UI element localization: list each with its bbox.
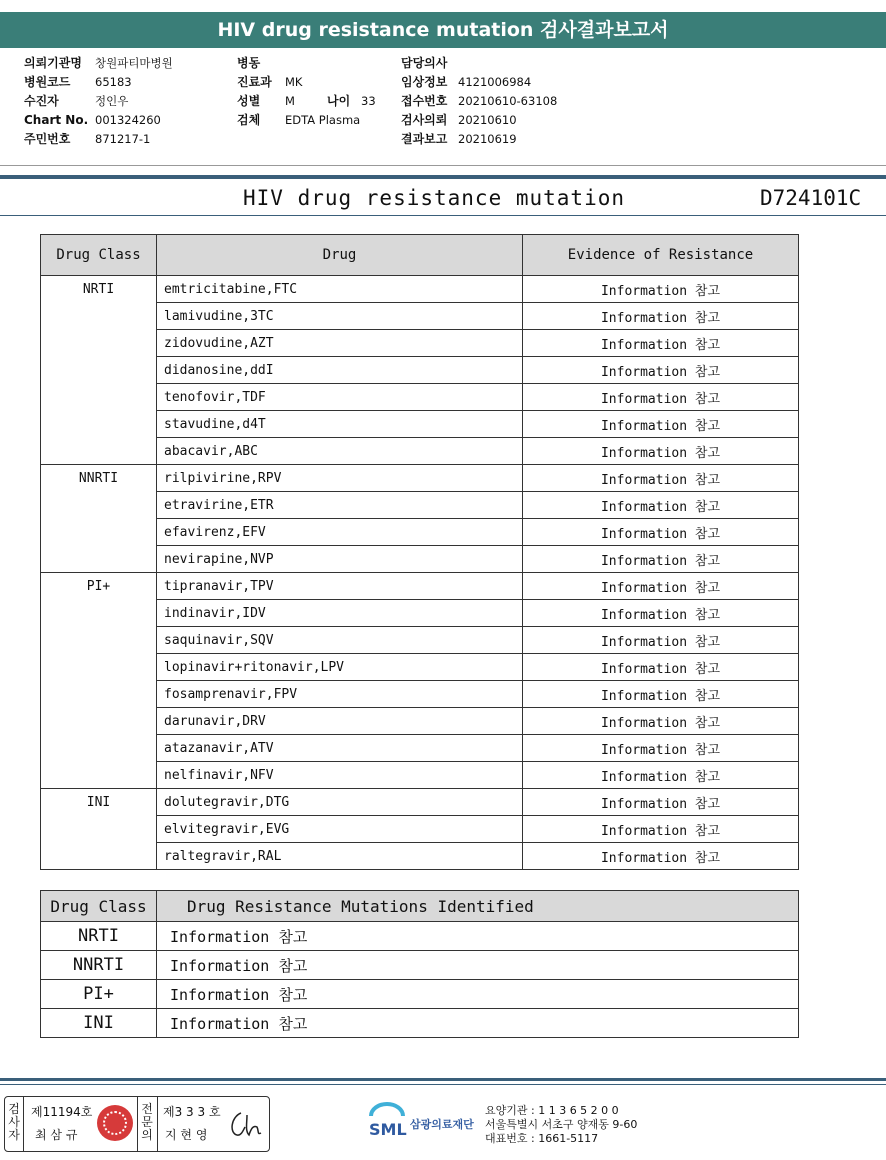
drug-cell: elvitegravir,EVG <box>157 816 523 843</box>
examiner-label: 검 사 자 <box>8 1102 20 1142</box>
drug-cell: nelfinavir,NFV <box>157 762 523 789</box>
header-label: 병동 <box>237 56 261 70</box>
drug-cell: tipranavir,TPV <box>157 573 523 600</box>
report-code: D724101C <box>760 186 862 210</box>
header-label: 수진자 <box>24 94 59 108</box>
col-header-mutations: Drug Resistance Mutations Identified <box>157 891 799 922</box>
drug-cell: fosamprenavir,FPV <box>157 681 523 708</box>
col-header-drug: Drug <box>157 235 523 276</box>
table-row <box>41 1009 799 1038</box>
drug-cell: lamivudine,3TC <box>157 303 523 330</box>
drug-cell: etravirine,ETR <box>157 492 523 519</box>
foundation-name: 삼광의료재단 <box>410 1118 474 1131</box>
header-value: EDTA Plasma <box>285 113 361 127</box>
header-column-report <box>401 56 557 151</box>
header-value: 창원파티마병원 <box>95 56 173 70</box>
drug-cell: abacavir,ABC <box>157 438 523 465</box>
header-label: 임상정보 <box>401 75 448 89</box>
drug-cell: lopinavir+ritonavir,LPV <box>157 654 523 681</box>
header-label: 검사의뢰 <box>401 113 448 127</box>
evidence-cell: Information 참고 <box>523 546 799 573</box>
address-line: 서울특별시 서초구 양재동 9-60 <box>485 1118 638 1131</box>
report-banner: HIV drug resistance mutation 검사결과보고서 <box>0 12 886 48</box>
header-value: 871217-1 <box>95 132 151 146</box>
examiner-name: 최 삼 규 <box>35 1128 78 1142</box>
mutation-cell: Information 참고 <box>157 922 799 951</box>
evidence-cell: Information 참고 <box>523 519 799 546</box>
header-label: 병원코드 <box>24 75 71 89</box>
header-row <box>401 132 557 151</box>
header-value: 4121006984 <box>458 75 532 89</box>
header-row <box>237 94 376 113</box>
table-row <box>41 789 799 816</box>
drug-cell: tenofovir,TDF <box>157 384 523 411</box>
header-row <box>24 113 173 132</box>
header-row <box>401 56 557 75</box>
evidence-cell: Information 참고 <box>523 816 799 843</box>
institution-code: 요양기관 : 1 1 3 6 5 2 0 0 <box>485 1104 619 1117</box>
header-row <box>24 56 173 75</box>
header-value: 33 <box>361 94 376 108</box>
header-value: 20210619 <box>458 132 517 146</box>
footer-divider-thin <box>0 1084 886 1085</box>
header-label: 나이 <box>327 94 351 108</box>
drug-cell: rilpivirine,RPV <box>157 465 523 492</box>
evidence-cell: Information 참고 <box>523 330 799 357</box>
evidence-cell: Information 참고 <box>523 735 799 762</box>
header-label: 담당의사 <box>401 56 448 70</box>
table-row <box>41 980 799 1009</box>
section-divider-thick <box>0 175 886 179</box>
drug-class-cell: NNRTI <box>41 465 157 573</box>
drug-cell: nevirapine,NVP <box>157 546 523 573</box>
signature-icon <box>227 1109 263 1141</box>
footer-divider <box>0 1078 886 1081</box>
specialist-name: 지 현 영 <box>165 1128 208 1142</box>
mutation-cell: Information 참고 <box>157 1009 799 1038</box>
drug-class-cell: NRTI <box>41 276 157 465</box>
header-row <box>24 75 173 94</box>
header-row <box>237 56 376 75</box>
drug-class-cell: NRTI <box>41 922 157 951</box>
header-value: MK <box>285 75 303 89</box>
header-row <box>401 113 557 132</box>
svg-text:SML: SML <box>369 1120 407 1139</box>
header-value: M <box>285 94 295 108</box>
evidence-cell: Information 참고 <box>523 600 799 627</box>
drug-cell: indinavir,IDV <box>157 600 523 627</box>
table-row <box>41 951 799 980</box>
header-label: 진료과 <box>237 75 272 89</box>
header-column-patient <box>24 56 173 151</box>
header-row <box>24 132 173 151</box>
evidence-cell: Information 참고 <box>523 438 799 465</box>
evidence-cell: Information 참고 <box>523 492 799 519</box>
report-title: HIV drug resistance mutation <box>243 186 626 210</box>
header-value: 65183 <box>95 75 132 89</box>
drug-cell: raltegravir,RAL <box>157 843 523 870</box>
table-row <box>41 922 799 951</box>
table-row <box>41 276 799 303</box>
drug-class-cell: INI <box>41 1009 157 1038</box>
header-row <box>24 94 173 113</box>
col-header-drug-class: Drug Class <box>41 235 157 276</box>
drug-cell: dolutegravir,DTG <box>157 789 523 816</box>
header-value: 001324260 <box>95 113 161 127</box>
header-row <box>237 75 376 94</box>
drug-class-cell: NNRTI <box>41 951 157 980</box>
mutation-cell: Information 참고 <box>157 980 799 1009</box>
drug-cell: stavudine,d4T <box>157 411 523 438</box>
header-value: 20210610-63108 <box>458 94 558 108</box>
header-row <box>401 75 557 94</box>
mutation-cell: Information 참고 <box>157 951 799 980</box>
col-header-drug-class: Drug Class <box>41 891 157 922</box>
header-column-clinical <box>237 56 376 132</box>
evidence-cell: Information 참고 <box>523 843 799 870</box>
header-label: 주민번호 <box>24 132 71 146</box>
evidence-cell: Information 참고 <box>523 708 799 735</box>
header-divider <box>0 165 886 166</box>
specialist-label: 전 문 의 <box>141 1102 153 1142</box>
drug-cell: zidovudine,AZT <box>157 330 523 357</box>
evidence-cell: Information 참고 <box>523 627 799 654</box>
drug-cell: atazanavir,ATV <box>157 735 523 762</box>
mutations-table <box>40 890 799 1038</box>
signature-box <box>4 1096 270 1152</box>
table-row <box>41 465 799 492</box>
evidence-cell: Information 참고 <box>523 762 799 789</box>
drug-cell: efavirenz,EFV <box>157 519 523 546</box>
drug-class-cell: PI+ <box>41 573 157 789</box>
address-block <box>485 1104 637 1146</box>
header-label: Chart No. <box>24 113 89 127</box>
header-row <box>237 113 376 132</box>
header-value: 정인우 <box>95 94 129 108</box>
drug-class-cell: PI+ <box>41 980 157 1009</box>
evidence-cell: Information 참고 <box>523 573 799 600</box>
title-divider <box>0 215 886 216</box>
evidence-cell: Information 참고 <box>523 303 799 330</box>
phone-number: 대표번호 : 1661-5117 <box>485 1132 599 1145</box>
col-header-evidence: Evidence of Resistance <box>523 235 799 276</box>
evidence-cell: Information 참고 <box>523 384 799 411</box>
sml-logo-icon <box>365 1102 409 1142</box>
drug-resistance-table <box>40 234 799 870</box>
specialist-license: 제3 3 3 호 <box>163 1105 221 1119</box>
drug-cell: didanosine,ddI <box>157 357 523 384</box>
header-row <box>401 94 557 113</box>
header-label: 검체 <box>237 113 261 127</box>
table-row <box>41 573 799 600</box>
evidence-cell: Information 참고 <box>523 357 799 384</box>
drug-cell: emtricitabine,FTC <box>157 276 523 303</box>
header-label: 접수번호 <box>401 94 448 108</box>
evidence-cell: Information 참고 <box>523 276 799 303</box>
evidence-cell: Information 참고 <box>523 411 799 438</box>
header-label: 의뢰기관명 <box>24 56 82 70</box>
drug-cell: saquinavir,SQV <box>157 627 523 654</box>
header-value: 20210610 <box>458 113 517 127</box>
header-label: 성별 <box>237 94 261 108</box>
evidence-cell: Information 참고 <box>523 654 799 681</box>
drug-class-cell: INI <box>41 789 157 870</box>
drug-cell: darunavir,DRV <box>157 708 523 735</box>
header-label: 결과보고 <box>401 132 448 146</box>
examiner-license: 제11194호 <box>31 1105 93 1119</box>
evidence-cell: Information 참고 <box>523 681 799 708</box>
evidence-cell: Information 참고 <box>523 789 799 816</box>
evidence-cell: Information 참고 <box>523 465 799 492</box>
seal-stamp <box>97 1105 133 1141</box>
